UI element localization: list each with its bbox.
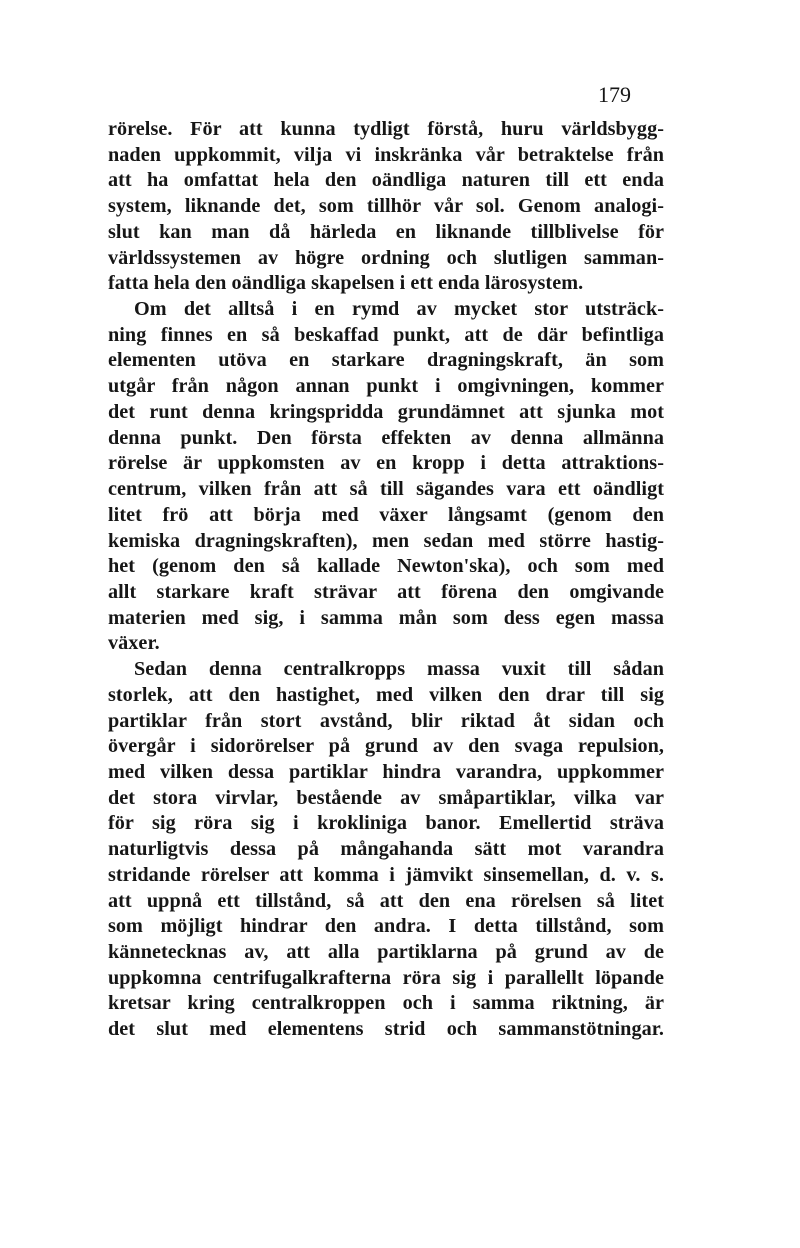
text-line: det slut med elementens strid och sammanstötningar.: [108, 1018, 664, 1041]
text-line: fatta hela den oändliga skapelsen i ett enda lärosystem.: [108, 272, 584, 295]
text-line: för sig röra sig i krokliniga banor. Emellertid sträva: [108, 812, 664, 835]
text-line: elementen utöva en starkare dragningskraft, än som: [108, 349, 664, 372]
text-line: världssystemen av högre ordning och slutligen samman-: [108, 246, 664, 269]
text-line: materien med sig, i samma mån som dess egen massa: [108, 606, 664, 629]
text-line: stridande rörelser att komma i jämvikt sinsemellan, d. v. s.: [108, 863, 664, 886]
text-line: centrum, vilken från att så till sägandes vara ett oändligt: [108, 478, 664, 501]
text-line: kretsar kring centralkroppen och i samma riktning, är: [108, 992, 664, 1015]
text-line: med vilken dessa partiklar hindra varandra, uppkommer: [108, 760, 664, 783]
text-line: het (genom den så kallade Newton'ska), och som med: [108, 555, 664, 578]
text-line: allt starkare kraft strävar att förena den omgivande: [108, 580, 664, 603]
text-line: att ha omfattat hela den oändliga naturen till ett enda: [108, 169, 664, 192]
text-line: ning finnes en så beskaffad punkt, att de där befintliga: [108, 323, 664, 346]
text-line: uppkomna centrifugalkrafterna röra sig i parallellt löpande: [108, 966, 664, 989]
text-line: övergår i sidorörelser på grund av den svaga repulsion,: [108, 735, 664, 758]
text-line: utgår från någon annan punkt i omgivningen, kommer: [108, 375, 664, 398]
text-line: som möjligt hindrar den andra. I detta tillstånd, som: [108, 915, 664, 938]
text-line: naden uppkommit, vilja vi inskränka vår betraktelse från: [108, 143, 664, 166]
text-line: litet frö att börja med växer långsamt (genom den: [108, 503, 664, 526]
text-line: system, liknande det, som tillhör vår sol. Genom analogi-: [108, 195, 664, 218]
text-line: det stora virvlar, bestående av småpartiklar, vilka var: [108, 786, 664, 809]
text-line: denna punkt. Den första effekten av denna allmänna: [108, 426, 664, 449]
page-number: 179: [598, 82, 631, 107]
text-line: naturligtvis dessa på mångahanda sätt mot varandra: [108, 838, 664, 861]
text-line: att uppnå ett tillstånd, så att den ena rörelsen så litet: [108, 889, 664, 912]
text-line: rörelse. För att kunna tydligt förstå, huru världsbygg-: [108, 118, 664, 140]
text-line: kännetecknas av, att alla partiklarna på grund av de: [108, 941, 664, 963]
text-line: det runt denna kringspridda grundämnet att sjunka mot: [108, 400, 664, 423]
paragraph-start-line: Sedan denna centralkropps massa vuxit till sådan: [134, 658, 664, 681]
text-line: växer.: [108, 632, 160, 655]
text-line: rörelse är uppkomsten av en kropp i detta attraktions-: [108, 452, 664, 475]
paragraph-start-line: Om det alltså i en rymd av mycket stor utsträck-: [134, 298, 664, 321]
body-text: [108, 117, 664, 1043]
text-line: partiklar från stort avstånd, blir riktad åt sidan och: [108, 709, 664, 732]
text-line: storlek, att den hastighet, med vilken den drar till sig: [108, 683, 664, 706]
text-line: slut kan man då härleda en liknande tillblivelse för: [108, 220, 664, 243]
text-line: kemiska dragningskraften), men sedan med större hastig-: [108, 529, 664, 552]
